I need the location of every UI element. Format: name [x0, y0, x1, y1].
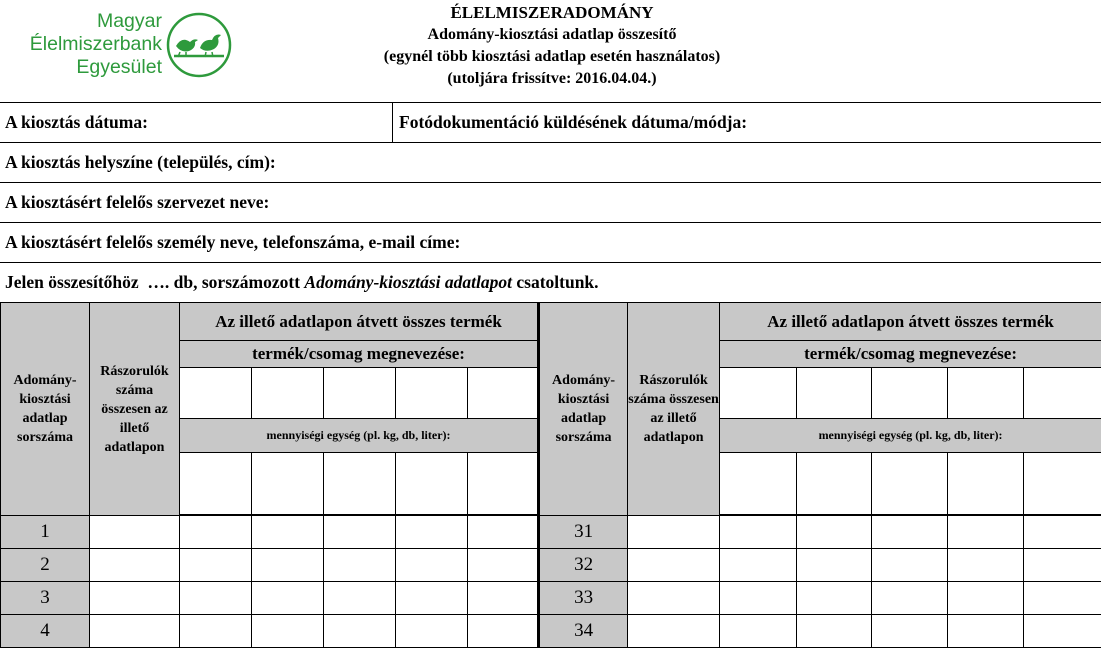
product-name-cell[interactable] — [1024, 368, 1101, 419]
data-cell[interactable] — [90, 615, 180, 648]
header-total-products-left-text: Az illető adatlapon átvett összes termék — [215, 311, 502, 331]
data-cell[interactable] — [180, 615, 252, 648]
product-name-cell[interactable] — [797, 368, 872, 419]
table-row — [1, 516, 1101, 549]
data-cell[interactable] — [252, 582, 324, 615]
header-total-products-right — [720, 303, 1101, 341]
table-row — [1, 582, 1101, 615]
data-cell[interactable] — [797, 549, 872, 582]
row-number: 2 — [1, 549, 90, 582]
product-name-cell[interactable] — [324, 368, 396, 419]
title-line-2: Adomány-kiosztási adatlap összesítő — [427, 26, 677, 43]
data-cell[interactable] — [180, 549, 252, 582]
data-cell[interactable] — [948, 516, 1024, 549]
data-cell[interactable] — [396, 549, 468, 582]
data-cell[interactable] — [90, 549, 180, 582]
data-cell[interactable] — [720, 615, 797, 648]
organization-label: A kiosztásért felelős szervezet neve: — [5, 192, 270, 212]
data-cell[interactable] — [180, 516, 252, 549]
logo-text — [12, 10, 162, 79]
data-cell[interactable] — [948, 549, 1024, 582]
data-cell[interactable] — [1024, 615, 1101, 648]
header-product-name-left — [180, 341, 539, 368]
responsible-person-field[interactable] — [0, 223, 1101, 263]
data-cell[interactable] — [628, 582, 720, 615]
unit-cell[interactable] — [1024, 453, 1101, 515]
header-sheet-number-right — [539, 303, 628, 516]
data-cell[interactable] — [1024, 549, 1101, 582]
data-cell[interactable] — [468, 582, 539, 615]
header-product-name-left-text: termék/csomag megnevezése: — [252, 344, 465, 363]
organization-field[interactable] — [0, 183, 1101, 223]
product-name-cell[interactable] — [720, 368, 797, 419]
data-cell[interactable] — [872, 516, 948, 549]
data-cell[interactable] — [324, 549, 396, 582]
row-number: 4 — [1, 615, 90, 648]
distribution-date-field[interactable] — [0, 103, 393, 142]
title-line-1: ÉLELMISZERADOMÁNY — [450, 3, 654, 22]
data-cell[interactable] — [468, 516, 539, 549]
header-sheet-number-right-text: Adomány-kiosztási adatlap sorszáma — [552, 373, 616, 445]
data-cell[interactable] — [628, 549, 720, 582]
header-people-left — [90, 303, 180, 516]
form-info-section — [0, 102, 1101, 303]
data-cell[interactable] — [180, 582, 252, 615]
header-unit-right — [720, 419, 1101, 453]
product-name-cell[interactable] — [396, 368, 468, 419]
data-cell[interactable] — [252, 516, 324, 549]
data-cell[interactable] — [396, 516, 468, 549]
table-row — [1, 549, 1101, 582]
data-cell[interactable] — [396, 615, 468, 648]
unit-cell[interactable] — [468, 453, 539, 515]
photo-doc-label: Fotódokumentáció küldésének dátuma/módja: — [399, 112, 748, 132]
header-people-left-text: Rászorulók száma összesen az illető adatlapon — [100, 363, 169, 455]
data-cell[interactable] — [252, 549, 324, 582]
data-cell[interactable] — [948, 615, 1024, 648]
product-name-cell[interactable] — [180, 368, 252, 419]
data-cell[interactable] — [720, 549, 797, 582]
header-total-products-left — [180, 303, 539, 341]
header-people-right — [628, 303, 720, 516]
title-line-4: (utoljára frissítve: 2016.04.04.) — [447, 70, 657, 87]
data-cell[interactable] — [797, 516, 872, 549]
attached-text-italic: Adomány-kiosztási adatlapot — [304, 272, 512, 292]
row-number: 1 — [1, 516, 90, 549]
summary-table — [0, 302, 1101, 648]
logo-line-3: Egyesület — [76, 56, 162, 78]
header-unit-left — [180, 419, 539, 453]
unit-cell[interactable] — [252, 453, 324, 515]
unit-cell[interactable] — [720, 453, 797, 515]
unit-cell[interactable] — [872, 453, 948, 515]
data-cell[interactable] — [324, 582, 396, 615]
responsible-person-label: A kiosztásért felelős személy neve, telefonszáma, e-mail címe: — [5, 232, 461, 252]
attached-text-part-2: csatoltunk. — [512, 272, 599, 292]
title-line-3: (egynél több kiosztási adatlap esetén használatos) — [383, 48, 721, 65]
product-name-cell[interactable] — [948, 368, 1024, 419]
data-cell[interactable] — [1024, 582, 1101, 615]
header-total-products-right-text: Az illető adatlapon átvett összes termék — [767, 311, 1054, 331]
data-cell[interactable] — [720, 582, 797, 615]
logo-line-1: Magyar — [96, 10, 162, 32]
row-number: 33 — [539, 582, 628, 615]
document-title — [252, 0, 852, 90]
data-cell[interactable] — [324, 516, 396, 549]
header-product-name-right — [720, 341, 1101, 368]
unit-cell[interactable] — [948, 453, 1024, 515]
table-row — [1, 615, 1101, 648]
unit-cell[interactable] — [180, 453, 252, 515]
product-name-cell[interactable] — [872, 368, 948, 419]
header-unit-right-text: mennyiségi egység (pl. kg, db, liter): — [818, 428, 1003, 442]
header-sheet-number-left — [1, 303, 90, 516]
data-cell[interactable] — [797, 582, 872, 615]
attached-sheets-row — [0, 263, 1101, 303]
data-cell[interactable] — [872, 549, 948, 582]
distribution-date-label: A kiosztás dátuma: — [5, 112, 148, 132]
logo-line-2: Élelmiszerbank — [29, 33, 162, 55]
header-people-right-text: Rászorulók száma összesen az illető adatlapon — [628, 373, 719, 445]
product-name-cell[interactable] — [252, 368, 324, 419]
attached-text-part-1: Jelen összesítőhöz …. db, sorszámozott — [5, 272, 305, 292]
data-cell[interactable] — [720, 516, 797, 549]
unit-cell[interactable] — [797, 453, 872, 515]
data-cell[interactable] — [872, 615, 948, 648]
unit-cell[interactable] — [396, 453, 468, 515]
data-cell[interactable] — [468, 549, 539, 582]
row-number: 34 — [539, 615, 628, 648]
birds-logo-icon — [166, 12, 232, 78]
date-row — [0, 103, 1101, 143]
location-label: A kiosztás helyszíne (település, cím): — [5, 152, 276, 172]
row-number: 31 — [539, 516, 628, 549]
data-cell[interactable] — [872, 582, 948, 615]
data-cell[interactable] — [396, 582, 468, 615]
row-number: 32 — [539, 549, 628, 582]
header-unit-left-text: mennyiségi egység (pl. kg, db, liter): — [266, 428, 451, 442]
data-cell[interactable] — [797, 615, 872, 648]
data-cell[interactable] — [90, 582, 180, 615]
product-name-cell[interactable] — [468, 368, 539, 419]
data-cell[interactable] — [252, 615, 324, 648]
data-cell[interactable] — [948, 582, 1024, 615]
unit-cell[interactable] — [324, 453, 396, 515]
data-cell[interactable] — [628, 516, 720, 549]
row-number: 3 — [1, 582, 90, 615]
data-cell[interactable] — [628, 615, 720, 648]
header-sheet-number-left-text: Adomány-kiosztási adatlap sorszáma — [13, 373, 77, 445]
logo — [0, 0, 240, 100]
header-product-name-right-text: termék/csomag megnevezése: — [804, 344, 1017, 363]
data-cell[interactable] — [468, 615, 539, 648]
location-field[interactable] — [0, 143, 1101, 183]
data-cell[interactable] — [1024, 516, 1101, 549]
data-cell[interactable] — [324, 615, 396, 648]
photo-doc-field[interactable] — [393, 103, 747, 142]
data-cell[interactable] — [90, 516, 180, 549]
